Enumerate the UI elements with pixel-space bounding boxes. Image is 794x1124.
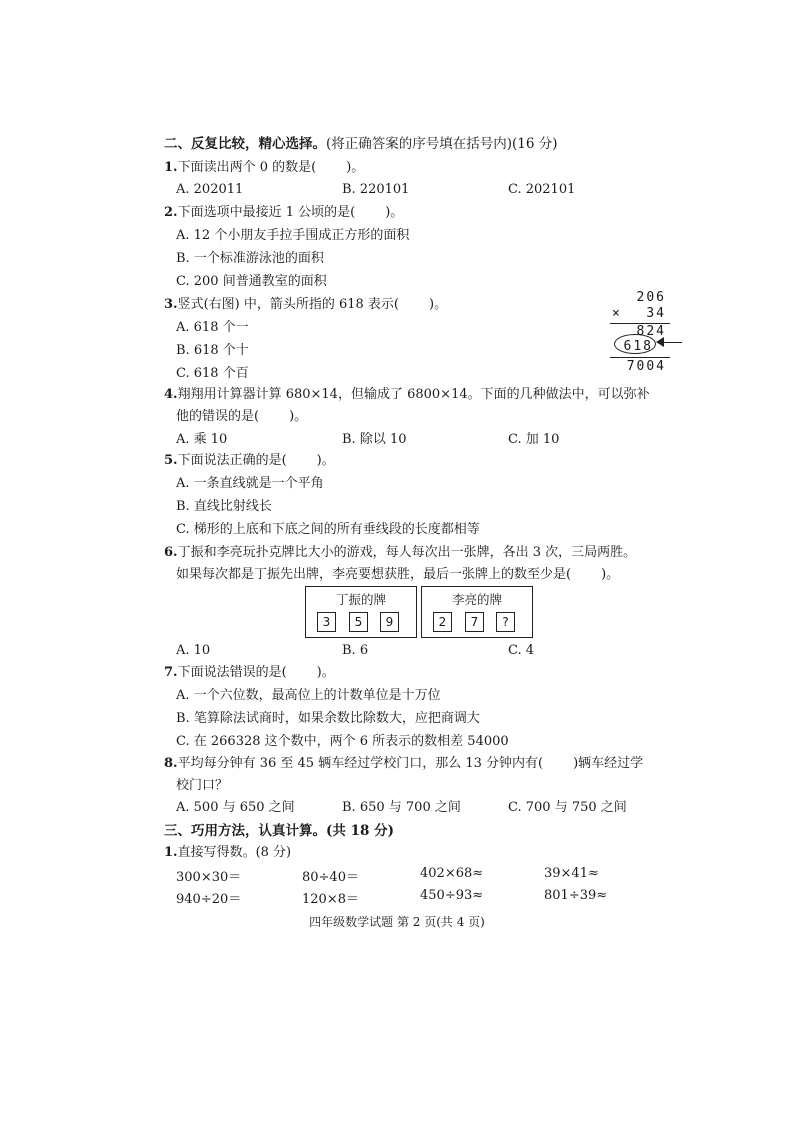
question-4-number: 4. [164,387,178,402]
question-4 [164,387,650,403]
partial-product-1: 824 [636,324,666,339]
question-7 [164,665,335,681]
section-2-title: 二、反复比较，精心选择。 [164,136,326,152]
question-6-text2: 如果每次都是丁振先出牌，李亮要想获胜，最后一张牌上的数至少是( [176,567,572,582]
vertical-multiplication [604,290,694,378]
section-2-heading [164,136,558,152]
question-2 [164,205,403,221]
question-1-tail: )。 [346,160,365,175]
q4-option-a: A. 乘 10 [176,432,228,447]
question-6 [164,545,636,561]
calc-item: 300×30＝ [176,870,242,885]
q7-option-b: B. 笔算除法试商时，如果余数比除数大，应把商调大 [176,711,480,726]
calc-item: 402×68≈ [420,866,484,881]
playing-card: 5 [349,612,368,632]
s3-question-1-number: 1. [164,845,178,860]
question-8-text: 平均每分钟有 36 至 45 辆车经过学校门口，那么 13 分钟内有( [177,756,544,771]
ding-zhen-cards-title: 丁振的牌 [335,592,386,607]
question-7-number: 7. [164,665,178,680]
question-6-number: 6. [164,545,178,560]
q1-option-c: C. 202101 [508,182,576,197]
question-6-text: 丁振和李亮玩扑克牌比大小的游戏，每人每次出一张牌，各出 3 次，三局两胜。 [177,545,637,560]
q2-option-a: A. 12 个小朋友手拉手围成正方形的面积 [176,228,410,243]
q7-option-c: C. 在 266328 这个数中，两个 6 所表示的数相差 54000 [176,734,509,749]
question-4-text2: 他的错误的是( [176,409,260,424]
q6-option-a: A. 10 [176,643,211,658]
q5-option-c: C. 梯形的上底和下底之间的所有垂线段的长度都相等 [176,522,480,537]
section-3-note: (共 18 分) [326,823,394,839]
question-5-tail: )。 [316,453,335,468]
q1-option-b: B. 220101 [342,182,410,197]
q2-option-b: B. 一个标准游泳池的面积 [176,251,324,266]
question-8-number: 8. [164,756,178,771]
times-sign: × [612,306,622,321]
question-3-tail: )。 [429,297,448,312]
calc-item: 940÷20＝ [176,892,242,907]
q1-option-a: A. 202011 [176,182,244,197]
playing-card: 3 [317,612,336,632]
q6-option-c: C. 4 [508,643,535,658]
q3-option-a: A. 618 个一 [176,320,249,335]
question-5-number: 5. [164,453,178,468]
question-2-number: 2. [164,205,178,220]
section-3-title: 三、巧用方法，认真计算。 [164,823,326,839]
q4-option-c: C. 加 10 [508,432,560,447]
calc-item: 80÷40＝ [302,870,359,885]
rule-line [610,357,670,358]
question-3-text: 竖式(右图) 中，箭头所指的 618 表示( [177,297,400,312]
question-5-text: 下面说法正确的是( [177,453,287,468]
calc-item: 801÷39≈ [544,888,608,903]
li-liang-cards-title: 李亮的牌 [451,592,502,607]
question-6-tail: )。 [601,567,620,582]
calc-item: 450÷93≈ [420,888,484,903]
q8-option-c: C. 700 与 750 之间 [508,800,627,815]
playing-card: 7 [465,612,484,632]
q2-option-c: C. 200 间普通教室的面积 [176,274,327,289]
q5-option-b: B. 直线比射线长 [176,499,272,514]
question-8 [164,756,643,772]
question-3-number: 3. [164,297,178,312]
section-3-heading [164,823,394,839]
q8-option-a: A. 500 与 650 之间 [176,800,295,815]
question-4-tail: )。 [289,409,308,424]
question-6-cont [176,567,619,583]
question-1 [164,160,364,176]
section-2-note: (将正确答案的序号填在括号内)(16 分) [326,136,558,152]
playing-card: ? [496,612,515,632]
question-1-text: 下面读出两个 0 的数是( [177,160,317,175]
li-liang-cards-box [421,586,533,638]
section-3-question-1 [164,845,291,861]
question-7-text: 下面说法错误的是( [177,665,287,680]
q3-option-b: B. 618 个十 [176,343,249,358]
calc-item: 39×41≈ [544,866,599,881]
question-2-tail: )。 [385,205,404,220]
q8-option-b: B. 650 与 700 之间 [342,800,461,815]
playing-card: 9 [380,612,399,632]
ding-zhen-cards-box [305,586,417,638]
question-7-tail: )。 [316,665,335,680]
product-result: 7004 [626,359,666,374]
arrow-line [660,342,682,343]
question-8-tail: )辆车经过学 [573,756,644,771]
question-3 [164,297,447,313]
question-1-number: 1. [164,160,178,175]
partial-product-2: 618 [623,339,653,354]
page-footer: 四年级数学试题 第 2 页(共 4 页) [309,915,485,929]
question-2-text: 下面选项中最接近 1 公顷的是( [177,205,356,220]
calc-item: 120×8＝ [302,892,359,907]
s3-question-1-text: 直接写得数。(8 分) [177,845,292,860]
question-5 [164,453,335,469]
question-8-cont: 校门口？ [176,778,229,793]
multiplier: 34 [646,306,666,321]
question-4-cont [176,409,307,425]
q3-option-c: C. 618 个百 [176,366,249,381]
playing-card: 2 [433,612,452,632]
q5-option-a: A. 一条直线就是一个平角 [176,476,324,491]
question-4-text: 翔翔用计算器计算 680×14，但输成了 6800×14。下面的几种做法中，可以弥补 [177,387,650,402]
q6-option-b: B. 6 [342,643,369,658]
multiplicand: 206 [636,290,666,305]
q4-option-b: B. 除以 10 [342,432,407,447]
q7-option-a: A. 一个六位数，最高位上的计数单位是十万位 [176,688,441,703]
